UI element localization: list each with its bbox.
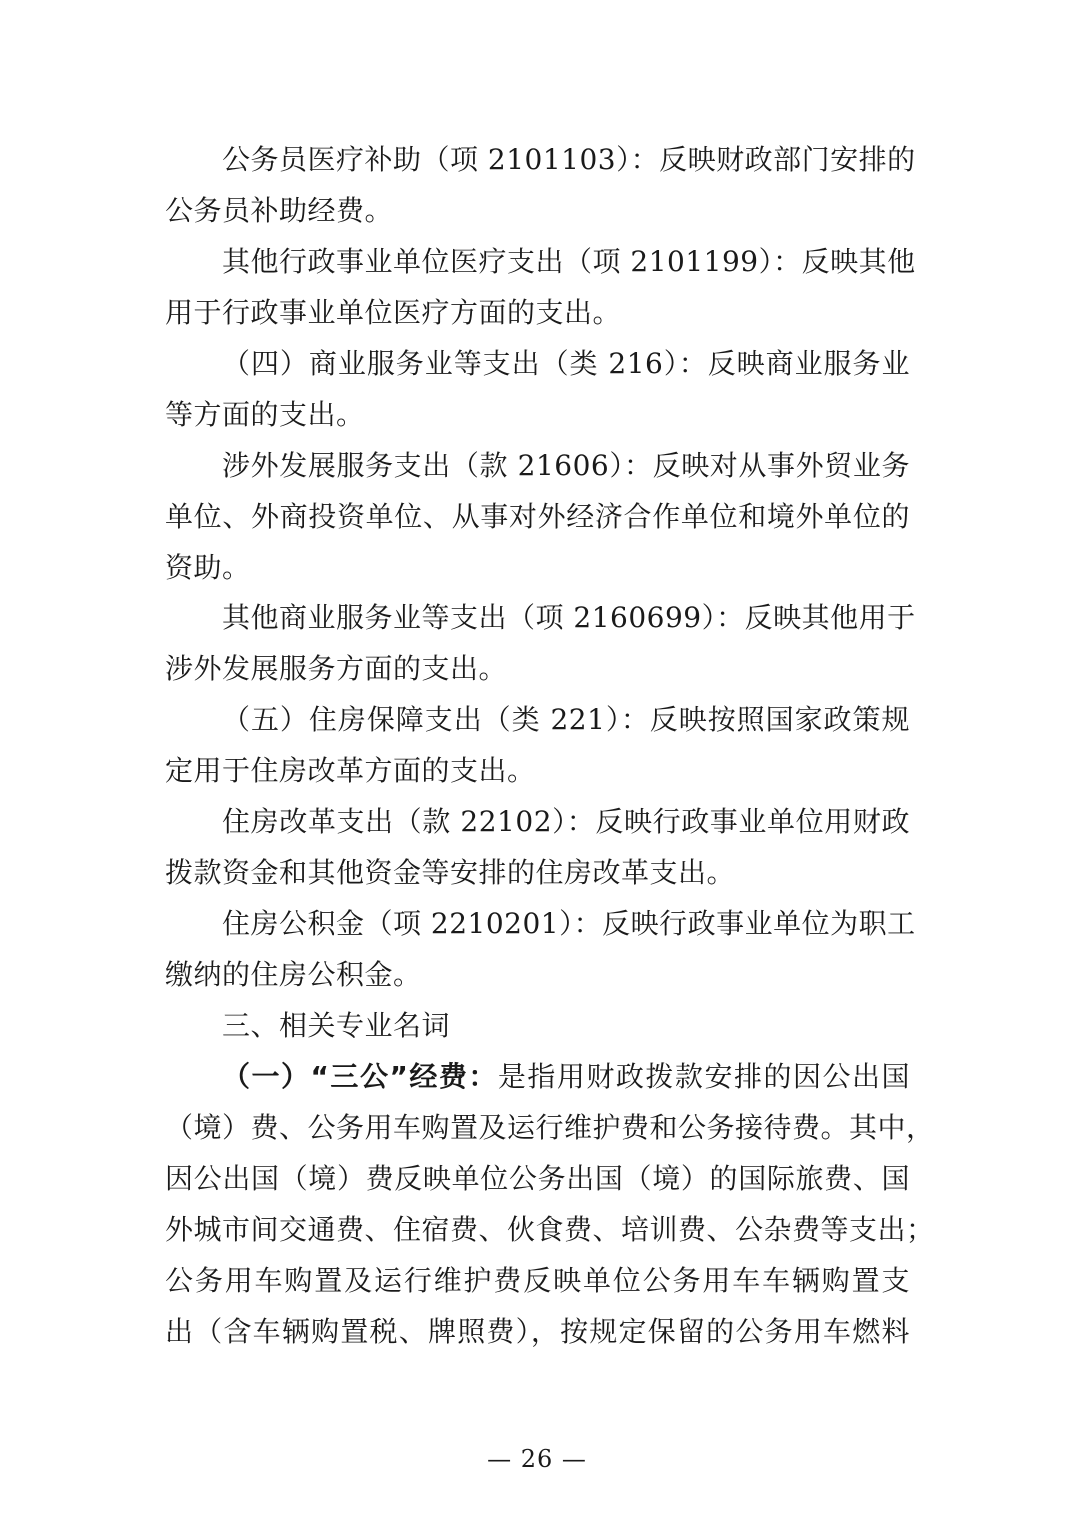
term-line-5: 公务用车购置及运行维护费反映单位公务用车车辆购置支 [165,1264,910,1297]
paragraph-5-line-1: 其他商业服务业等支出（项 2160699）：反映其他用于 [222,601,916,634]
term-first-line [222,1059,910,1095]
term-line-4: 外城市间交通费、住宿费、伙食费、培训费、公杂费等支出； [165,1213,935,1246]
paragraph-3-line-1: （四）商业服务业等支出（类 216）：反映商业服务业 [222,347,910,380]
paragraph-5-line-2: 涉外发展服务方面的支出。 [165,652,508,685]
paragraph-4-line-2: 单位、外商投资单位、从事对外经济合作单位和境外单位的 [165,500,910,533]
paragraph-6-line-2: 定用于住房改革方面的支出。 [165,754,536,787]
paragraph-1-line-1: 公务员医疗补助（项 2101103）：反映财政部门安排的 [222,143,916,176]
page-number: — 26 — [487,1445,587,1473]
term-line-6: 出（含车辆购置税、牌照费），按规定保留的公务用车燃料 [165,1315,910,1348]
section-heading: 三、相关专业名词 [222,1009,451,1042]
paragraph-8-line-2: 缴纳的住房公积金。 [165,958,422,991]
paragraph-8-line-1: 住房公积金（项 2210201）：反映行政事业单位为职工 [222,907,916,940]
paragraph-7-line-1: 住房改革支出（款 22102）：反映行政事业单位用财政 [222,805,910,838]
paragraph-6-line-1: （五）住房保障支出（类 221）：反映按照国家政策规 [222,703,910,736]
term-first-line-rest: 是指用财政拨款安排的因公出国 [497,1060,910,1093]
paragraph-4-line-3: 资助。 [165,551,251,584]
paragraph-1-line-2: 公务员补助经费。 [165,194,394,227]
paragraph-4-line-1: 涉外发展服务支出（款 21606）：反映对从事外贸业务 [222,449,910,482]
term-line-2: （境）费、公务用车购置及运行维护费和公务接待费。其中， [165,1111,935,1144]
paragraph-7-line-2: 拨款资金和其他资金等安排的住房改革支出。 [165,856,736,889]
paragraph-2-line-1: 其他行政事业单位医疗支出（项 2101199）：反映其他 [222,245,916,278]
term-label: （一）“三公”经费： [222,1060,498,1093]
paragraph-3-line-2: 等方面的支出。 [165,398,365,431]
paragraph-2-line-2: 用于行政事业单位医疗方面的支出。 [165,296,622,329]
term-line-3: 因公出国（境）费反映单位公务出国（境）的国际旅费、国 [165,1162,910,1195]
